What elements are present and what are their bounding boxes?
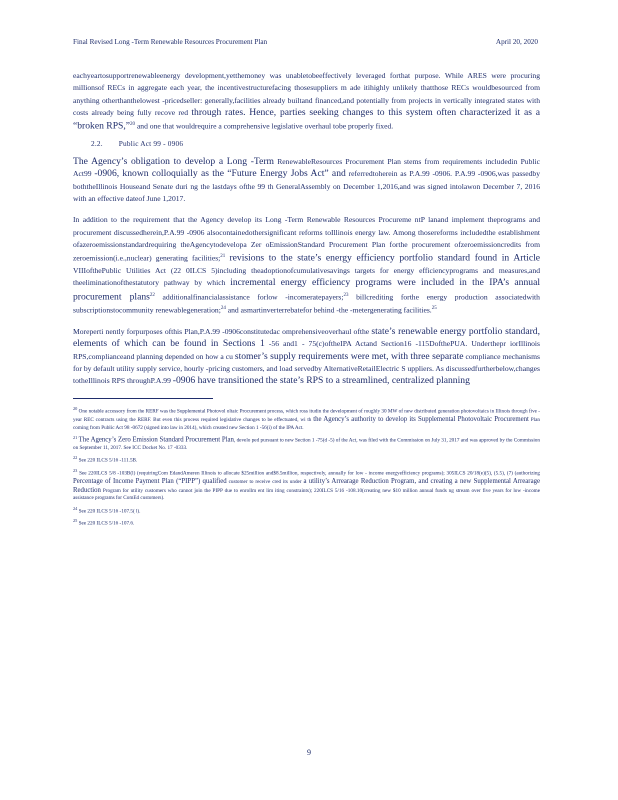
header-right: April 20, 2020 <box>495 38 538 46</box>
page-number: 9 <box>307 748 311 757</box>
footnote-divider <box>73 398 213 399</box>
footnote-25: $^{25}$ See 220 ILCS 5/16 -107.6. <box>73 518 135 528</box>
page-header <box>73 38 538 50</box>
footnote-20: $^{20}$ One notable accessory from the RERF was the Supplemental Photovol oltaic Procurement process, which ross itudin the development of roughly 30 MW of new distributed generation photovoltaics in Illinois through five -year REC contracts using the RERF. But even this process required legislative changes to be effectuated, wi th the Agency’s authority to develop its Supplemental Photovoltaic Procurement Plan coming from Public Act 98 -0672 (signed into law in 2014), which created new Section 1 -56(i) of the IPA Act. <box>73 405 541 431</box>
header-left: Final Revised Long -Term Renewable Resources Procurement Plan <box>73 38 268 46</box>
section-heading: 2.2. Public Act 99 - 0906 <box>91 139 184 149</box>
footnote-21: $^{21}$ The Agency’s Zero Emission Standard Procurement Plan, develo ped pursuant to new Section 1 -75(d -5) of the Act, was filed with the Commission on July 31, 2017 and was approved by the Commission on September 11, 2017. See ICC Docket No. 17 -0333. <box>73 434 540 451</box>
page-body <box>73 70 540 530</box>
footnote-23: $^{23}$ See 220ILCS 5/8 -103B(l) (requiringCom EdandAmeren Illinois to allocate $25million and$8.5million, respectively, annually for low - income energyefficiency programs); 305ILCS 20/18(e)(5), (5.5), (7) (authorizing Percentage of Income Payment Plan (“PIPP”) qualified customer to receive cred its under a utility’s Arrearage Reduction Program, and creating a new Supplemental Arrearage Reduction Program for utility customers who cannot join the PIPP due to enrollm ent lim iting constraints); 220ILCS 5/16 -108.10(creating new $10 million annual funds ng stream over five years for low -income assistance programs for ComEd customers). <box>73 467 541 502</box>
paragraph-1: eachyeartosupportrenewableenergy development,yetthemoney was unabletobeeffectively leveraged forthat purpose. While ARES were procuring millionsof RECs in aggregate each year, the incentivestructurefacing thosesuppliers m ade itihighly unlikely thatthose RECs wouldbesourced from anything otherthanthelowest -pricedseller: generally,facilities already builtand financed,and potentially from projects in vertically integrated states with costs already being fully recove red through rates. Hence, parties seeking changes to this system often characterized it as a “broken RPS,”$^{20}$ and one that wouldrequire a comprehensive legislative overhaul tobe properly fixed. <box>73 71 540 132</box>
paragraph-3: In addition to the requirement that the Agency develop its Long -Term Renewable Resources Procureme ntP lanand implement theprograms and procurement discussedherein,P.A.99 -0906 alsocontainedothersignificant reforms toIllinois energy law. Among thosereforms includedthe establishment ofazeroemissionstandardrequiring theAgencytodevelopa Zer oEmissionStandard Procurement Plan forthe procurement ofzeroemissioncredits from zeroemission(i.e.,nuclear) generating facilities;$^{21}$ revisions to the state’s energy efficiency portfolio standard found in Article VIIIofthePublic Utilities Act (22 0ILCS 5)including theadoptionofcumulativesavings targets for energy efficiencyprograms and measures,and theeliminationofthestatutory pathway by which incremental energy efficiency programs were included in the IPA’s annual procurement plans$^{22}$ additionalfinancialassistance forlow -incomeratepayers;$^{23}$ billcrediting forthe energy production associatedwith subscriptionstocommunity renewablegeneration;$^{24}$ and asmartinverterrebatefor behind -the -metergenerating facilities.$^{25}$ <box>73 215 540 315</box>
footnote-22: $^{22}$ See 220 ILCS 5/16 -111.5B. <box>73 455 138 464</box>
footnote-24: $^{24}$ See 220 ILCS 5/16 -107.5( l). <box>73 505 141 515</box>
paragraph-4: Moreperti nently forpurposes ofthis Plan,P.A.99 -0906constitutedac omprehensiveoverhaul ofthe state’s renewable energy portfolio standard, elements of which can be found in Sections 1 -56 and1 - 75(c)oftheIPA Actand Section16 -115DofthePUA. Underthepr iorIllinois RPS,complianceand planning depended on how a cu stomer’s supply requirements were met, with three separate compliance mechanisms for by default utility supply service, hourly -pricing customers, and load servedby AlternativeRetailElectric S uppliers. As discussedfurtherbelow,changes totheIllinois RPS throughP.A.99 -0906 have transitioned the state’s RPS to a streamlined, centralized planning <box>73 326 541 387</box>
paragraph-2: The Agency’s obligation to develop a Long -Term RenewableResources Procurement Plan stems from requirements includedin Public Act99 -0906, known colloquially as the “Future Energy Jobs Act” and referredtoherein as P.A.99 -0906. P.A.99 -0906,was passedby boththeIllinois Houseand Senate duri ng the lastdays ofthe 99 th GeneralAssembly on December 1,2016,and was signed intolawon December 7, 2016 with an effective dateof June 1,2017. <box>73 156 540 203</box>
